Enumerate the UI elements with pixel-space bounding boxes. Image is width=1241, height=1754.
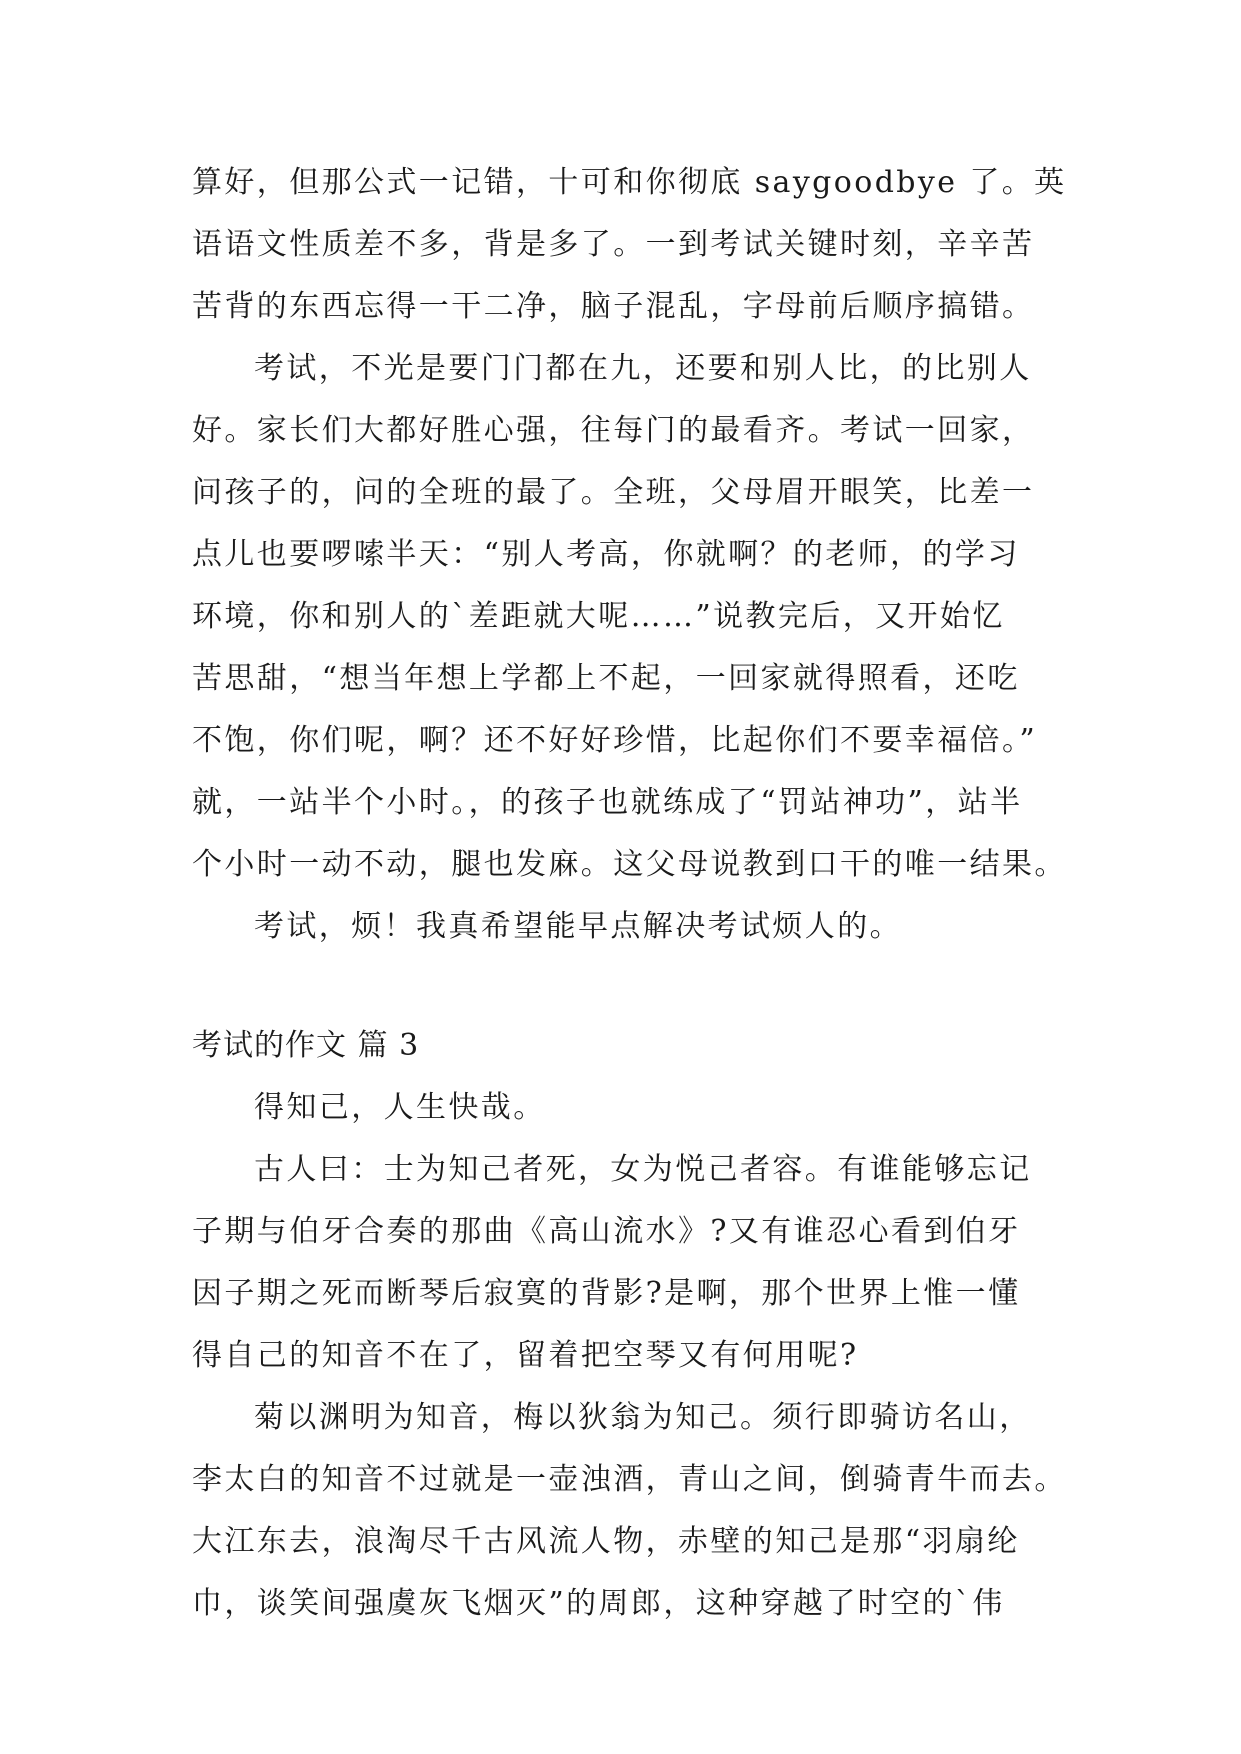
paragraph-line: 就，一站半个小时。，的孩子也就练成了“罚站神功”，站半 xyxy=(192,785,1023,820)
paragraph-line: 古人曰：士为知己者死，女为悦己者容。有谁能够忘记 xyxy=(254,1152,1032,1187)
paragraph-line: 苦背的东西忘得一干二净，脑子混乱，字母前后顺序搞错。 xyxy=(192,289,1035,324)
paragraph-line: 子期与伯牙合奏的那曲《高山流水》?又有谁忍心看到伯牙 xyxy=(192,1214,1021,1249)
paragraph-line: 李太白的知音不过就是一壶浊酒，青山之间，倒骑青牛而去。 xyxy=(192,1462,1067,1497)
paragraph-line: 巾，谈笑间强虞灰飞烟灭”的周郎，这种穿越了时空的`伟 xyxy=(192,1586,1005,1621)
paragraph-line: 好。家长们大都好胜心强，往每门的最看齐。考试一回家， xyxy=(192,413,1035,448)
paragraph-line: 不饱，你们呢，啊？还不好好珍惜，比起你们不要幸福倍。” xyxy=(192,723,1038,758)
paragraph-line: 个小时一动不动，腿也发麻。这父母说教到口干的唯一结果。 xyxy=(192,847,1067,882)
paragraph-line: 问孩子的，问的全班的最了。全班，父母眉开眼笑，比差一 xyxy=(192,475,1035,510)
paragraph-line: 得自己的知音不在了，留着把空琴又有何用呢? xyxy=(192,1338,859,1373)
paragraph-line: 语语文性质差不多，背是多了。一到考试关键时刻，辛辛苦 xyxy=(192,227,1035,262)
paragraph-line: 环境，你和别人的`差距就大呢……”说教完后，又开始忆 xyxy=(192,599,1005,634)
paragraph-line: 大江东去，浪淘尽千古风流人物，赤壁的知己是那“羽扇纶 xyxy=(192,1524,1020,1559)
paragraph-line: 苦思甜，“想当年想上学都上不起，一回家就得照看，还吃 xyxy=(192,661,1020,696)
paragraph-line: 得知己，人生快哉。 xyxy=(254,1090,546,1125)
paragraph-line: 考试，烦！我真希望能早点解决考试烦人的。 xyxy=(254,909,902,944)
section-heading: 考试的作文 篇 3 xyxy=(192,1028,420,1063)
paragraph-line: 因子期之死而断琴后寂寞的背影?是啊，那个世界上惟一懂 xyxy=(192,1276,1021,1311)
paragraph-line: 考试，不光是要门门都在九，还要和别人比，的比别人 xyxy=(254,351,1032,386)
paragraph-line: 菊以渊明为知音，梅以狄翁为知己。须行即骑访名山， xyxy=(254,1400,1032,1435)
paragraph-line: 点儿也要啰嗦半天：“别人考高，你就啊？的老师，的学习 xyxy=(192,537,1020,572)
paragraph-line: 算好，但那公式一记错，十可和你彻底 saygoodbye 了。英 xyxy=(192,165,1067,200)
